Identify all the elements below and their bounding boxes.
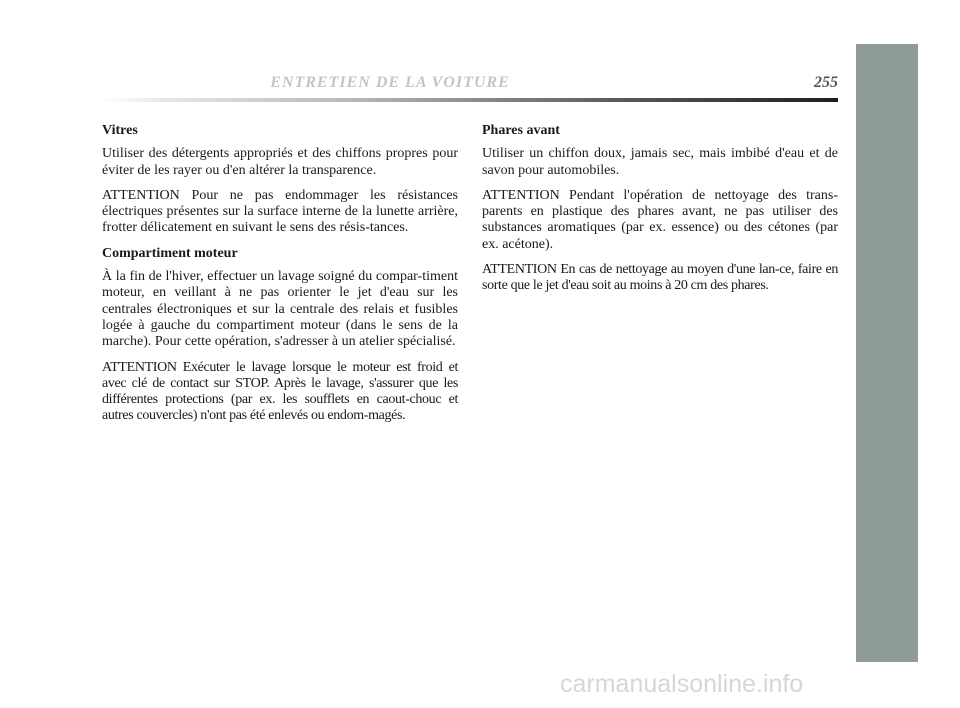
right-column (482, 123, 838, 304)
moteur-paragraph: À la fin de l'hiver, effectuer un lavage soigné du compar-timent moteur, en veillant à ne pas orienter le jet d'eau sur les centrales électroniques et sur la centrale des relais et fusibles logée à gauche du compartiment moteur (dans le sens de la marche). Pour cette opération, s'adresser à un atelier spécialisé. (102, 269, 458, 350)
header-divider (102, 98, 838, 102)
section-heading-vitres: Vitres (102, 123, 138, 138)
page-number: 255 (814, 74, 838, 91)
vitres-warning: ATTENTION Pour ne pas endommager les résistances électriques présentes sur la surface interne de la lunette arrière, frotter délicatement en suivant le sens des résis-tances. (102, 187, 458, 236)
phares-warning-2: ATTENTION En cas de nettoyage au moyen d'une lan-ce, faire en sorte que le jet d'eau soit au moins à 20 cm des phares. (482, 262, 838, 294)
section-heading-compartiment-moteur: Compartiment moteur (102, 245, 238, 261)
left-column (102, 123, 458, 434)
phares-paragraph: Utiliser un chiffon doux, jamais sec, mais imbibé d'eau et de savon pour automobiles. (482, 146, 838, 178)
moteur-warning: ATTENTION Exécuter le lavage lorsque le moteur est froid et avec clé de contact sur STOP. Après le lavage, s'assurer que les différentes protections (par ex. les soufflets en caout-chouc et autres couvercles) n'ont pas été enlevés ou endom-magés. (102, 359, 458, 424)
vitres-paragraph: Utiliser des détergents appropriés et des chiffons propres pour éviter de les rayer ou d'en altérer la transparence. (102, 146, 458, 178)
chapter-title: ENTRETIEN DE LA VOITURE (270, 74, 510, 91)
chapter-side-tab (856, 44, 918, 662)
section-heading-phares-avant: Phares avant (482, 123, 560, 138)
phares-warning-1: ATTENTION Pendant l'opération de nettoyage des trans-parents en plastique des phares avant, ne pas utiliser des substances aromatiques (par ex. essence) ou des cétones (par ex. acétone). (482, 187, 838, 252)
watermark: carmanualsonline.info (560, 670, 804, 698)
